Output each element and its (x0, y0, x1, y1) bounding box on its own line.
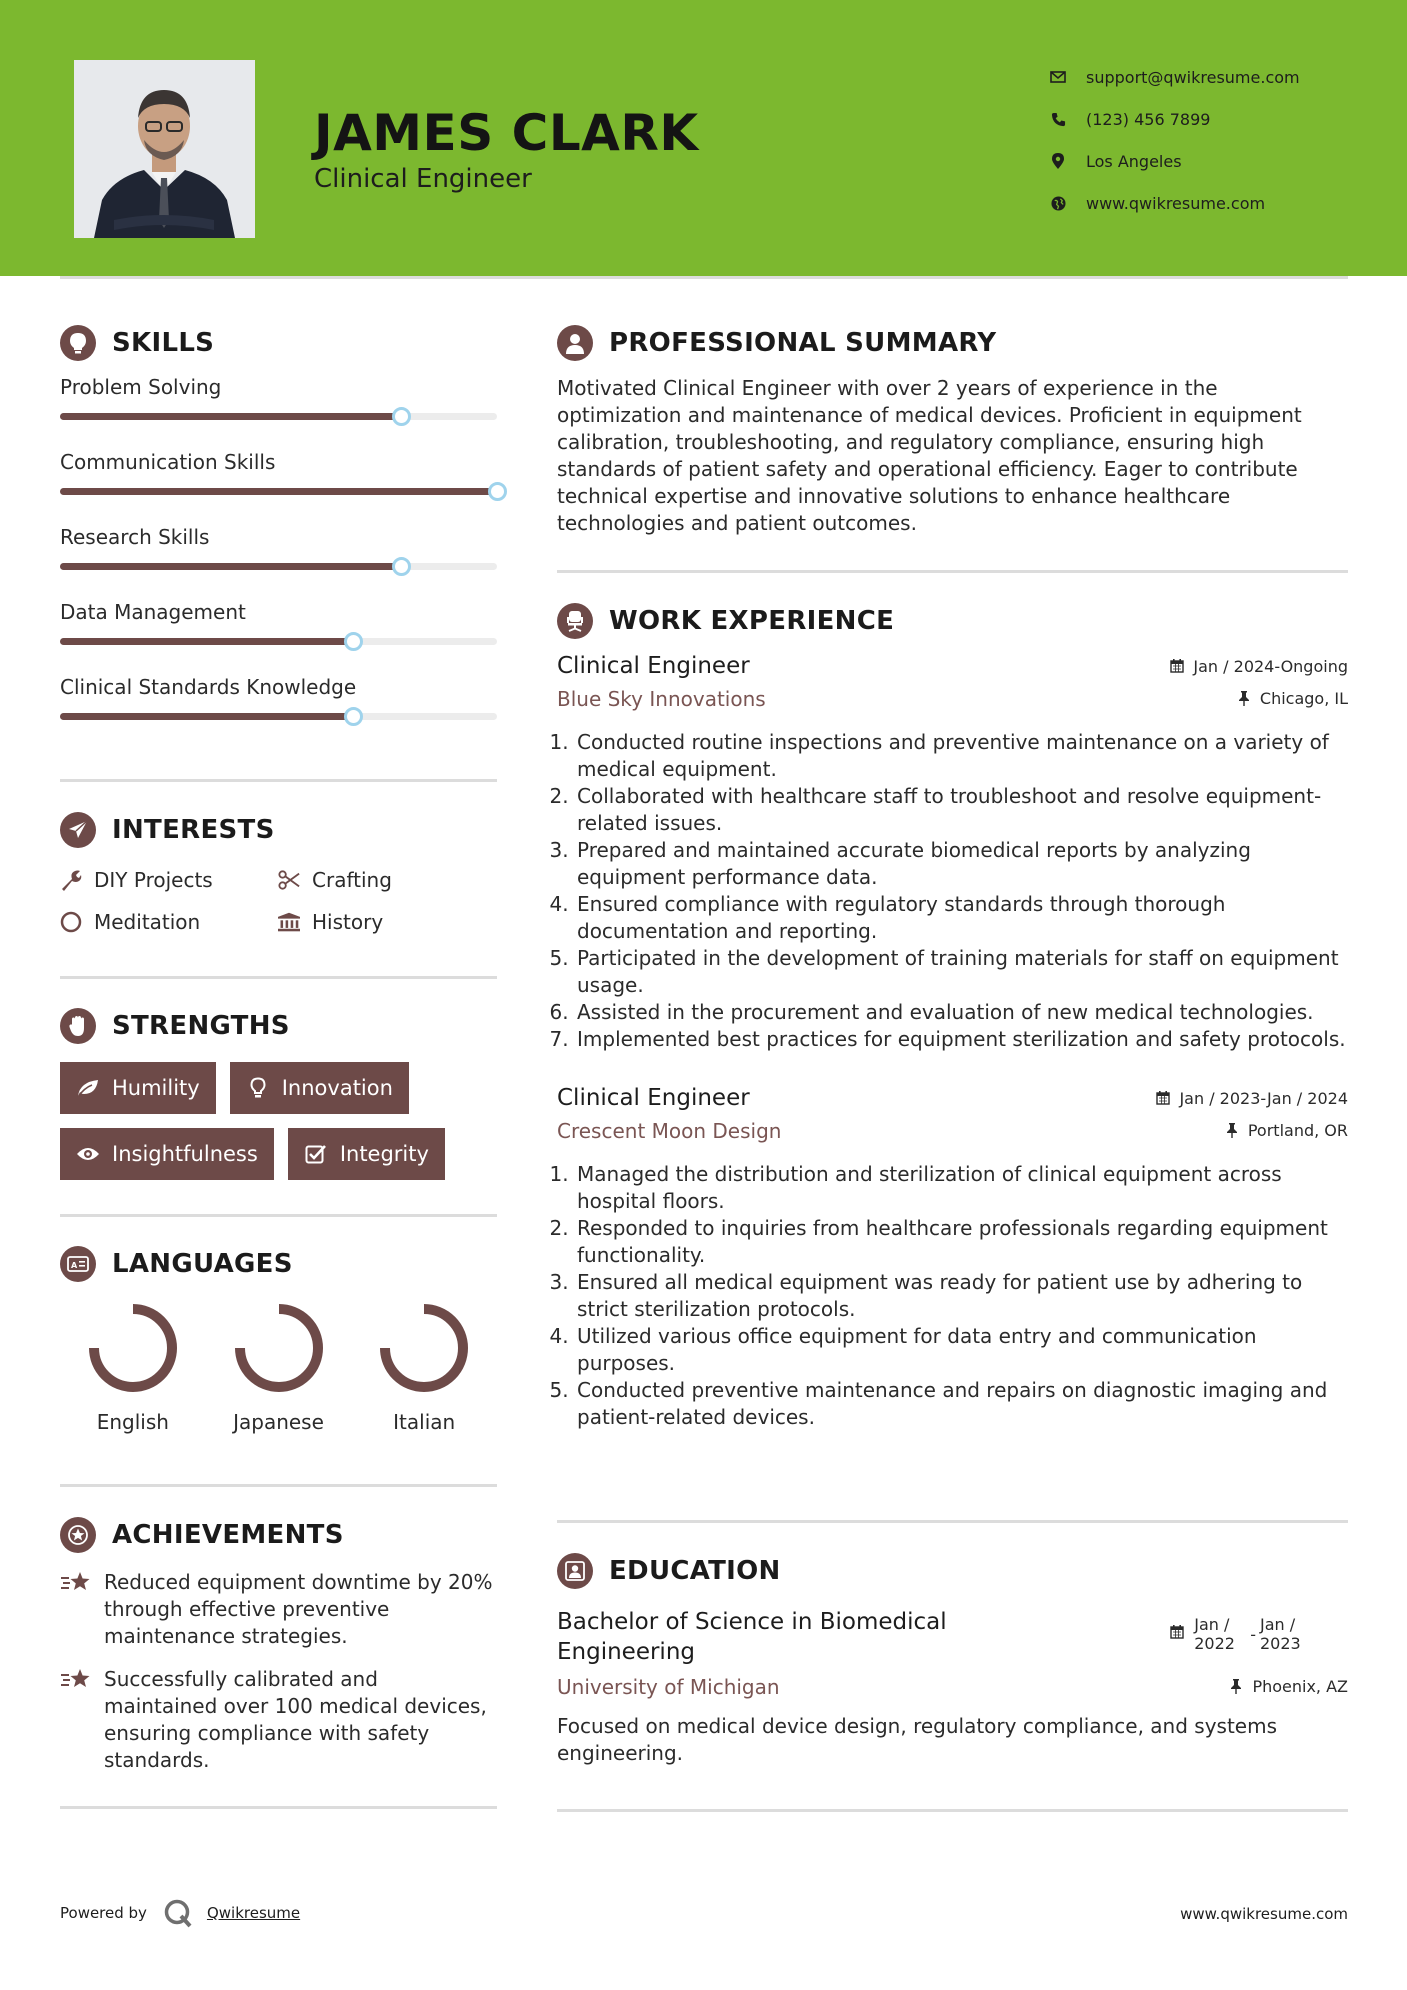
skill-bar (60, 413, 497, 420)
job-sub (557, 687, 1348, 711)
skill-item (60, 375, 497, 420)
job-date (1155, 1089, 1348, 1108)
language-item (60, 1302, 206, 1434)
user-icon (557, 325, 593, 361)
job-entry (557, 1085, 1348, 1431)
footer-powered-by (60, 1898, 300, 1928)
job-title: Clinical Engineer (557, 653, 750, 679)
education-school: University of Michigan (557, 1675, 780, 1699)
strength-tag (288, 1128, 445, 1180)
language-ring (378, 1302, 470, 1394)
skill-bar-handle (488, 482, 507, 501)
check-square-icon (304, 1142, 328, 1166)
strengths-divider (60, 1214, 497, 1217)
globe-icon (1050, 195, 1066, 211)
education-date-sep: - (1250, 1625, 1256, 1644)
achievement-text: Successfully calibrated and maintained over 100 medical devices, ensuring compliance with safety standards. (104, 1667, 487, 1772)
skill-bar-handle (344, 707, 363, 726)
job-head (557, 1085, 1348, 1111)
skill-label: Problem Solving (60, 375, 222, 399)
header-banner (0, 0, 1407, 276)
job-bullet: 1. Conducted routine inspections and preventive maintenance on a variety of medical equipment. (575, 729, 1348, 783)
pushpin-icon (1236, 690, 1252, 706)
contact-location-text: Los Angeles (1086, 151, 1182, 171)
contact-website[interactable] (1050, 182, 1300, 224)
skill-bar (60, 638, 497, 645)
contact-location (1050, 140, 1300, 182)
skill-bar-fill (60, 413, 401, 420)
interests-section (60, 812, 497, 934)
skill-bar (60, 713, 497, 720)
paper-plane-icon (60, 812, 96, 848)
skill-bar-fill (60, 713, 353, 720)
contact-website-text: www.qwikresume.com (1086, 193, 1266, 213)
language-item (351, 1302, 497, 1434)
strength-label: Integrity (339, 1142, 429, 1166)
skill-bar-handle (392, 407, 411, 426)
strength-tag (230, 1062, 409, 1114)
qwikresume-logo-icon (163, 1898, 193, 1928)
eye-icon (76, 1142, 100, 1166)
skills-divider (60, 779, 497, 782)
summary-title: PROFESSIONAL SUMMARY (609, 328, 997, 358)
interest-item (60, 868, 278, 892)
raised-hand-icon (60, 1008, 96, 1044)
skill-bar (60, 563, 497, 570)
profile-photo (74, 60, 255, 238)
language-ring-arc (240, 1309, 318, 1387)
calendar-icon (1155, 1090, 1171, 1106)
interest-item (278, 910, 496, 934)
office-chair-icon (557, 603, 593, 639)
skill-bar-fill (60, 638, 353, 645)
strength-label: Innovation (281, 1076, 393, 1100)
language-card-icon (60, 1246, 96, 1282)
job-location-text: Portland, OR (1247, 1120, 1348, 1140)
job-company: Crescent Moon Design (557, 1119, 782, 1143)
language-item (206, 1302, 352, 1434)
skill-label: Data Management (60, 600, 246, 624)
job-bullet: 4. Ensured compliance with regulatory standards through thorough documentation and reporting. (575, 891, 1348, 945)
strengths-title: STRENGTHS (112, 1011, 290, 1041)
interest-item (60, 910, 278, 934)
interest-label: History (312, 910, 384, 934)
job-date-text: Jan / 2023-Jan / 2024 (1179, 1088, 1348, 1108)
phone-icon (1050, 111, 1066, 127)
languages-title: LANGUAGES (112, 1249, 293, 1279)
achievements-heading (60, 1517, 497, 1553)
interest-label: Crafting (312, 868, 392, 892)
skills-list (60, 375, 497, 720)
summary-heading (557, 325, 1348, 361)
powered-by-text: Powered by (60, 1904, 147, 1922)
strength-label: Insightfulness (112, 1142, 258, 1166)
footer-website[interactable]: www.qwikresume.com (1180, 1905, 1348, 1923)
calendar-icon (1169, 658, 1185, 674)
education-degree: Bachelor of Science in Biomedical Engineering (557, 1609, 947, 1665)
interest-item (278, 868, 496, 892)
skills-title: SKILLS (112, 328, 215, 358)
job-head (557, 653, 1348, 679)
pushpin-icon (1224, 1122, 1240, 1138)
achievements-title: ACHIEVEMENTS (112, 1520, 344, 1550)
lightbulb-icon (60, 325, 96, 361)
skill-item (60, 675, 497, 720)
achievements-section (60, 1517, 497, 1774)
education-heading (557, 1553, 1348, 1589)
education-location (1228, 1677, 1348, 1696)
strengths-section (60, 1008, 497, 1180)
work-title: WORK EXPERIENCE (609, 606, 895, 636)
contact-phone-text: (123) 456 7899 (1086, 109, 1211, 129)
job-location (1224, 1121, 1348, 1140)
job-location (1236, 689, 1348, 708)
job-company: Blue Sky Innovations (557, 687, 766, 711)
job-entry (557, 653, 1348, 1053)
interests-title: INTERESTS (112, 815, 275, 845)
contact-list (1050, 56, 1300, 224)
job-bullet: 3. Ensured all medical equipment was ready for patient use by adhering to strict sterilization protocols. (575, 1269, 1348, 1323)
interest-label: DIY Projects (94, 868, 213, 892)
contact-email-text: support@qwikresume.com (1086, 67, 1300, 87)
map-pin-icon (1050, 153, 1066, 169)
shooting-star-icon (60, 1666, 92, 1694)
star-badge-icon (60, 1517, 96, 1553)
header-divider (60, 276, 1348, 279)
skills-section (60, 325, 497, 720)
interests-divider (60, 976, 497, 979)
candidate-role: Clinical Engineer (314, 164, 532, 194)
language-ring (87, 1302, 179, 1394)
skill-item (60, 525, 497, 570)
job-bullet: 6. Assisted in the procurement and evaluation of new medical technologies. (575, 999, 1348, 1026)
education-date (1170, 1615, 1348, 1667)
job-bullet: 4. Utilized various office equipment for data entry and communication purposes. (575, 1323, 1348, 1377)
education-head (557, 1607, 1348, 1667)
language-label: Japanese (233, 1410, 324, 1434)
language-label: Italian (393, 1410, 456, 1434)
job-location-text: Chicago, IL (1259, 688, 1348, 708)
circle-icon (60, 911, 82, 933)
languages-heading (60, 1246, 497, 1282)
candidate-name: JAMES CLARK (314, 104, 699, 162)
graduate-icon (557, 1553, 593, 1589)
education-sub (557, 1675, 1348, 1699)
education-section (557, 1553, 1348, 1767)
achievements-divider (60, 1806, 497, 1809)
museum-icon (278, 911, 300, 933)
skill-bar-fill (60, 563, 401, 570)
interest-label: Meditation (94, 910, 201, 934)
job-date (1169, 657, 1348, 676)
job-bullet: 1. Managed the distribution and sterilization of clinical equipment across hospital floors. (575, 1161, 1348, 1215)
leaf-icon (76, 1076, 100, 1100)
contact-email[interactable] (1050, 56, 1300, 98)
envelope-icon (1050, 69, 1066, 85)
jobs-list (557, 653, 1348, 1431)
interests-heading (60, 812, 497, 848)
lightbulb-icon (246, 1076, 270, 1100)
achievement-item (60, 1666, 497, 1774)
education-divider (557, 1809, 1348, 1812)
job-bullet: 3. Prepared and maintained accurate biomedical reports by analyzing equipment performance data. (575, 837, 1348, 891)
skill-bar-handle (392, 557, 411, 576)
education-date-start: Jan / 2022 (1194, 1615, 1235, 1653)
achievement-item (60, 1569, 497, 1650)
language-ring-arc (385, 1309, 463, 1387)
job-bullet: 5. Participated in the development of training materials for staff on equipment usage. (575, 945, 1348, 999)
skill-label: Research Skills (60, 525, 210, 549)
scissors-icon (278, 869, 300, 891)
languages-list (60, 1302, 497, 1434)
pushpin-icon (1228, 1678, 1244, 1694)
language-ring-arc (94, 1309, 172, 1387)
job-bullet: 2. Collaborated with healthcare staff to troubleshoot and resolve equipment-related issues. (575, 783, 1348, 837)
job-title: Clinical Engineer (557, 1085, 750, 1111)
summary-text: Motivated Clinical Engineer with over 2 years of experience in the optimization and maintenance of medical devices. Proficient in equipment calibration, troubleshooting, and regulatory compliance, ensuring high standards of patient safety and operational efficiency. Eager to contribute technical expertise and innovative solutions to enhance healthcare technologies and patient outcomes. (557, 376, 1302, 535)
education-location-text: Phoenix, AZ (1252, 1676, 1348, 1696)
achievement-text: Reduced equipment downtime by 20% through effective preventive maintenance strategies. (104, 1570, 493, 1648)
work-section (557, 603, 1348, 1431)
contact-phone[interactable] (1050, 98, 1300, 140)
languages-section (60, 1246, 497, 1434)
work-heading (557, 603, 1348, 639)
job-bullet: 7. Implemented best practices for equipment sterilization and safety protocols. (575, 1026, 1348, 1053)
job-sub (557, 1119, 1348, 1143)
job-bullets (557, 1161, 1348, 1431)
qwikresume-link[interactable]: Qwikresume (206, 1904, 301, 1922)
skill-label: Communication Skills (60, 450, 276, 474)
calendar-icon (1170, 1625, 1186, 1641)
work-divider (557, 1520, 1348, 1523)
strength-tag (60, 1062, 216, 1114)
education-title: EDUCATION (609, 1556, 781, 1586)
languages-divider (60, 1484, 497, 1487)
skill-label: Clinical Standards Knowledge (60, 675, 357, 699)
language-ring (233, 1302, 325, 1394)
strengths-heading (60, 1008, 497, 1044)
svg-text:A: A (71, 1261, 78, 1270)
skills-heading (60, 325, 497, 361)
education-date-end: Jan / 2023 (1260, 1615, 1301, 1653)
strength-label: Humility (112, 1076, 200, 1100)
strength-tag (60, 1128, 274, 1180)
interests-grid (60, 868, 497, 934)
shooting-star-icon (60, 1569, 92, 1597)
education-description: Focused on medical device design, regulatory compliance, and systems engineering. (557, 1714, 1278, 1765)
language-label: English (96, 1410, 169, 1434)
skill-item (60, 600, 497, 645)
job-bullets (557, 729, 1348, 1053)
strengths-list (60, 1062, 497, 1180)
job-bullet: 2. Responded to inquiries from healthcare professionals regarding equipment functionality. (575, 1215, 1348, 1269)
wrench-icon (60, 869, 82, 891)
skill-bar-handle (344, 632, 363, 651)
job-date-text: Jan / 2024-Ongoing (1193, 656, 1348, 676)
skill-bar (60, 488, 497, 495)
job-bullet: 5. Conducted preventive maintenance and repairs on diagnostic imaging and patient-related devices. (575, 1377, 1348, 1431)
summary-section (557, 325, 1348, 537)
skill-item (60, 450, 497, 495)
summary-divider (557, 570, 1348, 573)
skill-bar-fill (60, 488, 497, 495)
